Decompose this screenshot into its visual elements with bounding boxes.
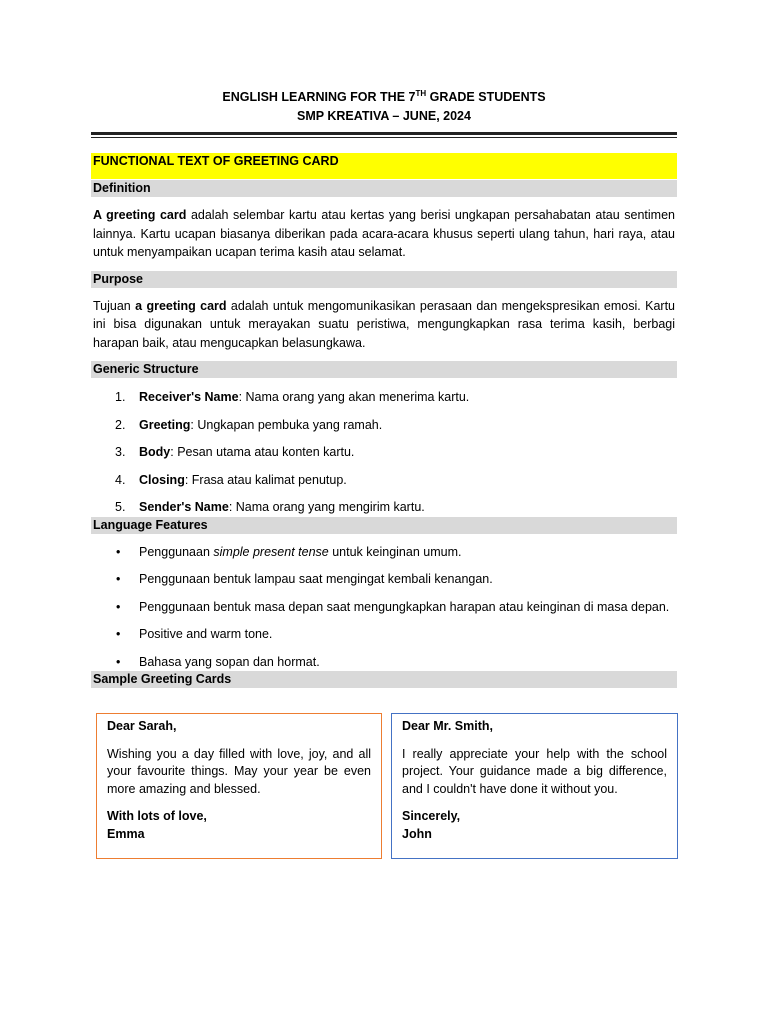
list-item	[91, 570, 677, 598]
structure-list	[91, 388, 677, 526]
item-description: : Nama orang yang mengirim kartu.	[228, 500, 425, 514]
list-item	[91, 653, 677, 681]
list-item	[91, 443, 677, 471]
feature-text: Penggunaan bentuk masa depan saat mengungkapkan harapan atau keinginan di masa depan.	[139, 599, 670, 614]
definition-heading: Definition	[91, 180, 677, 197]
bullet-icon: •	[116, 627, 121, 641]
card-closing: Sincerely,	[402, 809, 461, 823]
header-line-1	[91, 88, 677, 107]
feature-text: Penggunaan bentuk lampau saat mengingat kembali kenangan.	[139, 572, 493, 586]
greeting-card-sarah	[96, 713, 382, 859]
list-item	[91, 498, 677, 526]
header-line-1-suffix: GRADE STUDENTS	[426, 90, 546, 104]
feature-text-post: untuk keinginan umum.	[328, 544, 462, 559]
feature-text-pre: Penggunaan	[139, 544, 214, 559]
purpose-term: a greeting card	[135, 298, 227, 313]
feature-text: Positive and warm tone.	[139, 627, 273, 641]
feature-text: Bahasa yang sopan dan hormat.	[139, 654, 320, 669]
item-description: : Ungkapan pembuka yang ramah.	[190, 417, 383, 432]
list-item	[91, 388, 677, 416]
list-item	[91, 598, 677, 626]
bullet-icon: •	[116, 654, 121, 669]
header-line-1-text: ENGLISH LEARNING FOR THE 7	[222, 90, 416, 104]
card-closing: With lots of love,	[107, 809, 207, 823]
purpose-heading: Purpose	[91, 271, 677, 288]
bullet-icon: •	[116, 544, 121, 559]
header-divider-thin	[91, 137, 677, 138]
bullet-icon: •	[116, 572, 121, 586]
list-item	[91, 416, 677, 444]
item-term: Greeting	[139, 417, 191, 432]
list-item	[91, 543, 677, 571]
feature-italic: simple present tense	[213, 544, 329, 559]
features-list	[91, 543, 677, 681]
document-header	[91, 88, 677, 126]
list-item	[91, 625, 677, 653]
definition-term: A greeting card	[93, 208, 187, 222]
features-heading: Language Features	[91, 517, 677, 534]
samples-heading: Sample Greeting Cards	[91, 671, 677, 688]
bullet-icon: •	[116, 599, 121, 614]
item-description: : Pesan utama atau konten kartu.	[170, 445, 355, 459]
header-divider-thick	[91, 132, 677, 135]
title-banner: FUNCTIONAL TEXT OF GREETING CARD	[91, 153, 677, 179]
sample-cards	[96, 713, 678, 859]
item-number: 1.	[115, 390, 126, 404]
item-number: 5.	[115, 500, 126, 514]
card-greeting: Dear Sarah,	[107, 719, 177, 733]
header-line-2: SMP KREATIVA – JUNE, 2024	[297, 109, 471, 123]
list-item	[91, 471, 677, 499]
item-description: : Frasa atau kalimat penutup.	[184, 472, 347, 487]
purpose-pre: Tujuan	[93, 298, 136, 313]
header-superscript: TH	[415, 88, 427, 98]
card-greeting: Dear Mr. Smith,	[402, 719, 493, 733]
item-term: Sender's Name	[139, 500, 229, 514]
item-description: : Nama orang yang akan menerima kartu.	[238, 390, 470, 404]
item-number: 3.	[115, 445, 126, 459]
item-term: Body	[139, 445, 171, 459]
card-sender: John	[402, 826, 432, 841]
greeting-card-mr-smith	[391, 713, 678, 859]
item-number: 2.	[115, 417, 126, 432]
purpose-paragraph	[91, 297, 677, 353]
item-number: 4.	[115, 472, 126, 487]
item-term: Closing	[139, 472, 185, 487]
structure-heading: Generic Structure	[91, 361, 677, 378]
definition-text: adalah selembar kartu atau kertas yang berisi ungkapan persahabatan atau sentimen lainnya. Kartu ucapan biasanya diberikan pada acara-acara khusus seperti ulang tahun, hari raya, atau untuk menyampaikan ucapan terima kasih atau selamat.	[93, 208, 675, 259]
definition-paragraph	[91, 206, 677, 262]
document-page	[91, 88, 677, 688]
card-message: Wishing you a day filled with love, joy, and all your favourite things. May your year be even more amazing and blessed.	[107, 746, 371, 796]
card-message: I really appreciate your help with the school project. Your guidance made a big difference, and I couldn't have done it without you.	[402, 746, 667, 796]
purpose-text: adalah untuk mengomunikasikan perasaan dan mengekspresikan emosi. Kartu ini bisa digunakan untuk merayakan suatu peristiwa, mengungkapkan rasa terima kasih, berbagi harapan baik, atau mengucapkan belasungkawa.	[93, 298, 675, 350]
card-sender: Emma	[107, 826, 145, 841]
item-term: Receiver's Name	[139, 390, 239, 404]
